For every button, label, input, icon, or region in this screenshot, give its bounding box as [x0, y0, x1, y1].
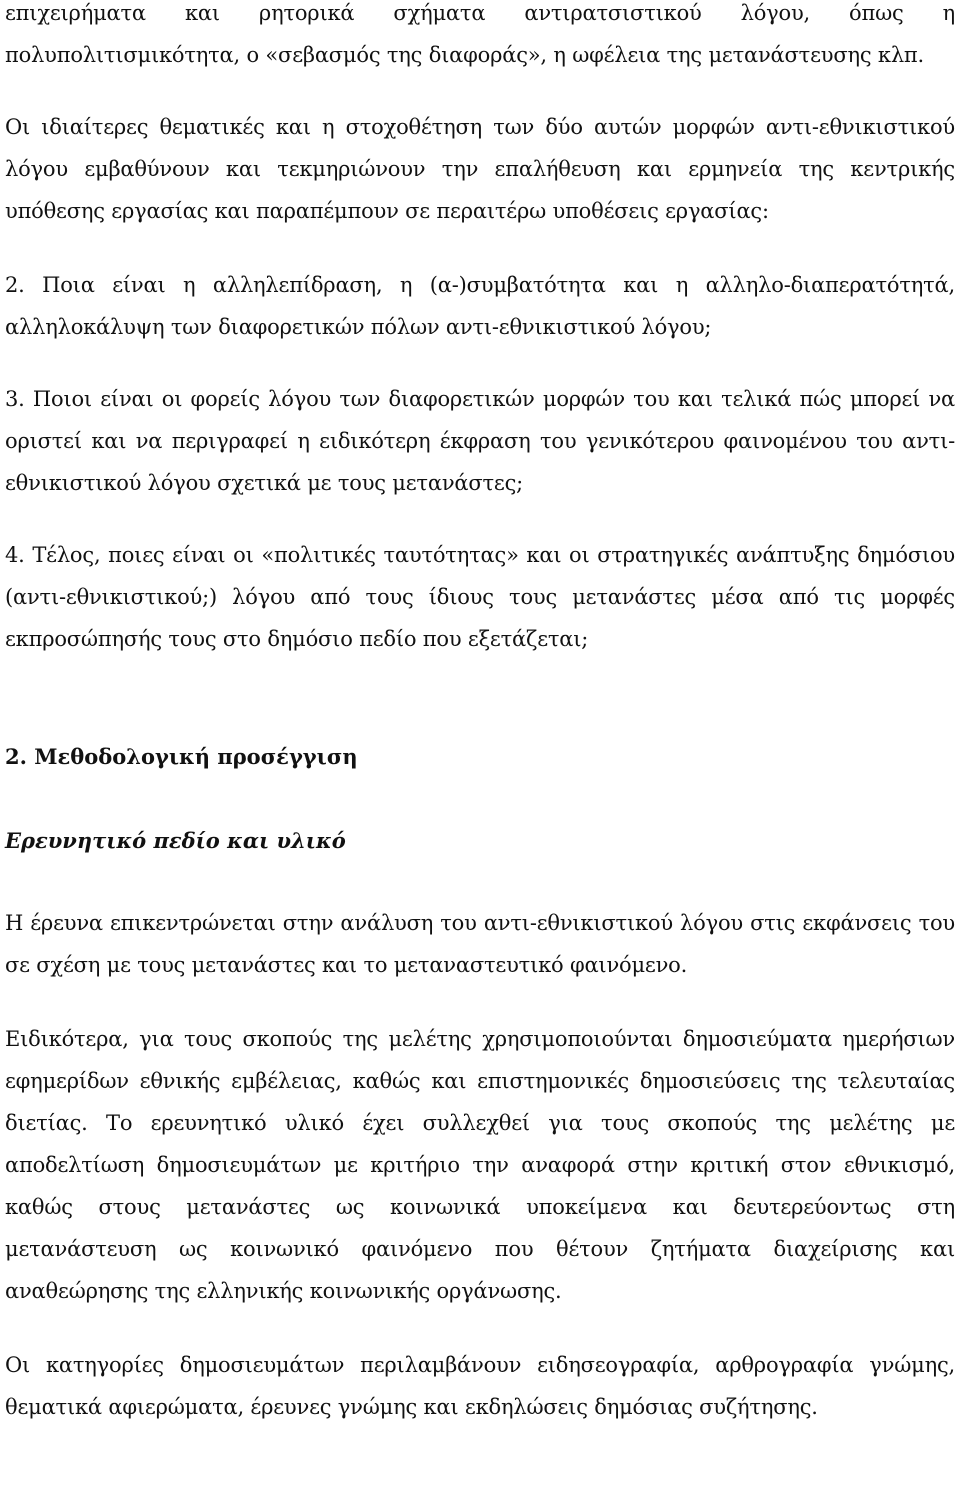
document-page	[5, 0, 955, 1428]
section-heading: 2. Μεθοδολογική προσέγγιση	[5, 744, 358, 769]
paragraph-thematic-focus: Οι ιδιαίτερες θεματικές και η στοχοθέτηση των δύο αυτών μορφών αντι-εθνικιστικού λόγου εμβαθύνουν και τεκμηριώνουν την επαλήθευση και ερμηνεία της κεντρικής υπόθεσης εργασίας και παραπέμπουν σε περαιτέρω υποθέσεις εργασίας:	[5, 115, 955, 223]
paragraph-research-material: Ειδικότερα, για τους σκοπούς της μελέτης χρησιμοποιούνται δημοσιεύματα ημερήσιων εφημερίδων εθνικής εμβέλειας, καθώς και επιστημονικές δημοσιεύσεις της τελευταίας διετίας. Το ερευνητικό υλικό έχει συλλεχθεί για τους σκοπούς της μελέτης με αποδελτίωση δημοσιευμάτων με κριτήριο την αναφορά στην κριτική στον εθνικισμό, καθώς στους μετανάστες ως κοινωνικά υποκείμενα και δευτερεύοντως στη μετανάστευση ως κοινωνικό φαινόμενο που θέτουν ζητήματα διαχείρισης και αναθεώρησης της ελληνικής κοινωνικής οργάνωσης.	[5, 1027, 955, 1303]
research-question-4: 4. Τέλος, ποιες είναι οι «πολιτικές ταυτότητας» και οι στρατηγικές ανάπτυξης δημόσιου (αντι-εθνικιστικού;) λόγου από τους ίδιους τους μετανάστες μέσα από τις μορφές εκπροσώπησής τους στο δημόσιο πεδίο που εξετάζεται;	[5, 543, 955, 651]
research-question-3: 3. Ποιοι είναι οι φορείς λόγου των διαφορετικών μορφών του και τελικά πώς μπορεί να οριστεί και να περιγραφεί η ειδικότερη έκφραση του γενικότερου φαινομένου του αντι-εθνικιστικού λόγου σχετικά με τους μετανάστες;	[5, 387, 955, 495]
paragraph-intro-continued: επιχειρήματα και ρητορικά σχήματα αντιρατσιστικού λόγου, όπως η πολυπολιτισμικότητα, ο «σεβασμός της διαφοράς», η ωφέλεια της μετανάστευσης κλπ.	[5, 1, 955, 67]
paragraph-research-focus: Η έρευνα επικεντρώνεται στην ανάλυση του αντι-εθνικιστικού λόγου στις εκφάνσεις του σε σχέση με τους μετανάστες και το μεταναστευτικό φαινόμενο.	[5, 911, 955, 977]
paragraph-publication-categories: Οι κατηγορίες δημοσιευμάτων περιλαμβάνουν ειδησεογραφία, αρθρογραφία γνώμης, θεματικά αφιερώματα, έρευνες γνώμης και εκδηλώσεις δημόσιας συζήτησης.	[5, 1353, 955, 1419]
research-question-2: 2. Ποια είναι η αλληλεπίδραση, η (α-)συμβατότητα και η αλληλο-διαπερατότητά, αλληλοκάλυψη των διαφορετικών πόλων αντι-εθνικιστικού λόγου;	[5, 273, 955, 339]
section-subheading: Ερευνητικό πεδίο και υλικό	[5, 828, 346, 853]
